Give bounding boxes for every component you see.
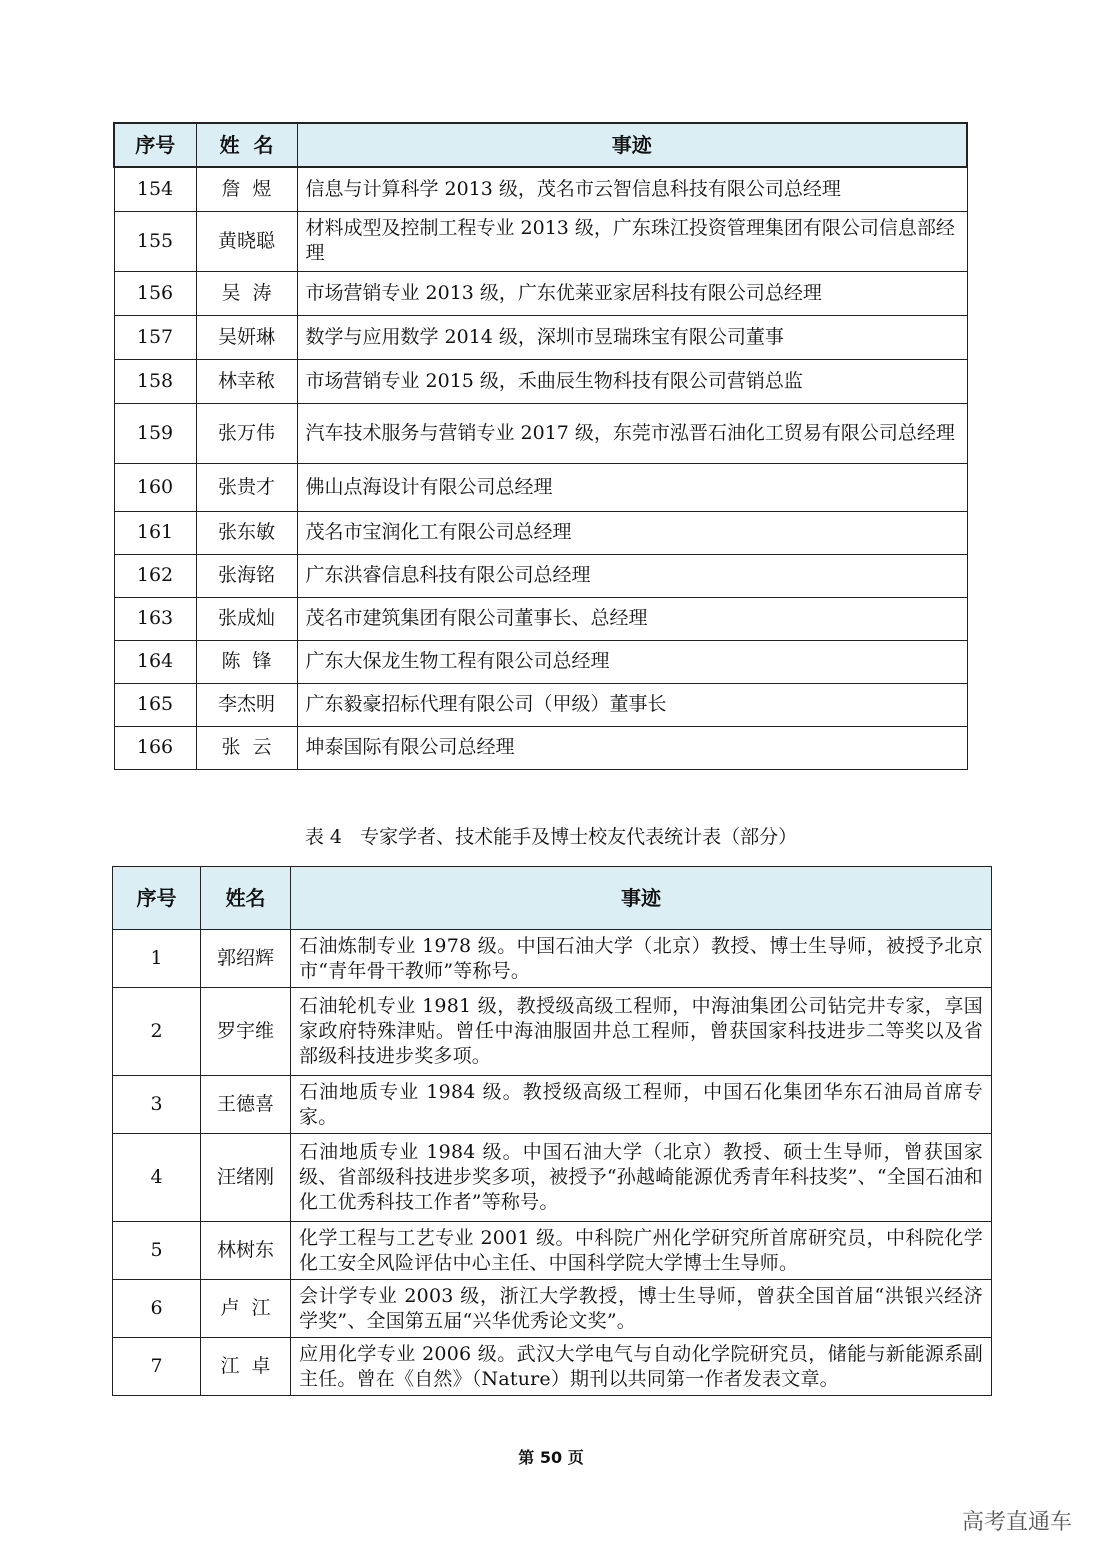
row-number: 160: [114, 463, 196, 511]
row-description: 应用化学专业 2006 级。武汉大学电气与自动化学院研究员，储能与新能源系副主任。曾在《自然》（Nature）期刊以共同第一作者发表文章。: [291, 1338, 992, 1396]
row-description: 石油轮机专业 1981 级，教授级高级工程师，中海油集团公司钻完井专家，享国家政府特殊津贴。曾任中海油服固井总工程师，曾获国家科技进步二等奖以及省部级科技进步奖多项。: [291, 988, 992, 1076]
table-row: [114, 211, 967, 271]
table-row: [114, 683, 967, 726]
header-name: 姓名: [201, 867, 291, 930]
row-number: 159: [114, 403, 196, 463]
row-description: 广东洪睿信息科技有限公司总经理: [297, 554, 967, 597]
row-name: 张成灿: [196, 597, 297, 640]
row-description: 石油地质专业 1984 级。中国石油大学（北京）教授、硕士生导师，曾获国家级、省部级科技进步奖多项，被授予“孙越崎能源优秀青年科技奖”、“全国石油和化工优秀科技工作者”等称号。: [291, 1134, 992, 1222]
row-description: 汽车技术服务与营销专业 2017 级，东莞市泓晋石油化工贸易有限公司总经理: [297, 403, 967, 463]
row-number: 157: [114, 315, 196, 359]
row-name: 罗宇维: [201, 988, 291, 1076]
row-description: 化学工程与工艺专业 2001 级。中科院广州化学研究所首席研究员，中科院化学化工安全风险评估中心主任、中国科学院大学博士生导师。: [291, 1222, 992, 1280]
table-row: [114, 554, 967, 597]
table-row: [113, 1338, 992, 1396]
header-name: 姓 名: [196, 123, 297, 167]
row-number: 161: [114, 511, 196, 554]
row-number: 163: [114, 597, 196, 640]
table-row: [113, 988, 992, 1076]
table-row: [113, 1076, 992, 1134]
row-description: 市场营销专业 2013 级，广东优莱亚家居科技有限公司总经理: [297, 271, 967, 315]
table-row: [114, 271, 967, 315]
table-row: [114, 597, 967, 640]
row-number: 2: [113, 988, 201, 1076]
row-number: 165: [114, 683, 196, 726]
table-row: [113, 1134, 992, 1222]
expert-alumni-table: [112, 866, 992, 1396]
row-description: 佛山点海设计有限公司总经理: [297, 463, 967, 511]
row-name: 吴 涛: [196, 271, 297, 315]
table-row: [114, 315, 967, 359]
row-name: 李杰明: [196, 683, 297, 726]
row-description: 坤泰国际有限公司总经理: [297, 726, 967, 769]
row-description: 石油地质专业 1984 级。教授级高级工程师，中国石化集团华东石油局首席专家。: [291, 1076, 992, 1134]
row-number: 156: [114, 271, 196, 315]
row-name: 张东敏: [196, 511, 297, 554]
row-number: 158: [114, 359, 196, 403]
table-row: [114, 403, 967, 463]
row-number: 154: [114, 167, 196, 211]
table-row: [114, 511, 967, 554]
table-row: [113, 1280, 992, 1338]
row-description: 广东大保龙生物工程有限公司总经理: [297, 640, 967, 683]
header-no: 序号: [113, 867, 201, 930]
table-row: [113, 930, 992, 988]
row-name: 詹 煜: [196, 167, 297, 211]
row-description: 市场营销专业 2015 级，禾曲辰生物科技有限公司营销总监: [297, 359, 967, 403]
row-description: 茂名市建筑集团有限公司董事长、总经理: [297, 597, 967, 640]
row-name: 汪绪刚: [201, 1134, 291, 1222]
watermark-text: 高考直通车: [961, 1510, 1072, 1535]
row-description: 数学与应用数学 2014 级，深圳市昱瑞珠宝有限公司董事: [297, 315, 967, 359]
row-description: 材料成型及控制工程专业 2013 级，广东珠江投资管理集团有限公司信息部经理: [297, 211, 967, 271]
row-name: 江 卓: [201, 1338, 291, 1396]
table-caption: 表 4 专家学者、技术能手及博士校友代表统计表（部分）: [304, 826, 798, 848]
table-header-row: [114, 123, 967, 167]
row-number: 4: [113, 1134, 201, 1222]
row-name: 卢 江: [201, 1280, 291, 1338]
row-number: 155: [114, 211, 196, 271]
row-number: 164: [114, 640, 196, 683]
table-header-row: [113, 867, 992, 930]
alumni-table-continued: [113, 122, 968, 770]
row-description: 茂名市宝润化工有限公司总经理: [297, 511, 967, 554]
page-number: 第 50 页: [518, 1448, 584, 1467]
row-description: 广东毅豪招标代理有限公司（甲级）董事长: [297, 683, 967, 726]
row-name: 张海铭: [196, 554, 297, 597]
row-number: 166: [114, 726, 196, 769]
row-number: 5: [113, 1222, 201, 1280]
table-row: [114, 726, 967, 769]
row-number: 162: [114, 554, 196, 597]
row-name: 郭绍辉: [201, 930, 291, 988]
table-row: [114, 640, 967, 683]
row-number: 6: [113, 1280, 201, 1338]
table-row: [113, 1222, 992, 1280]
row-name: 林幸秾: [196, 359, 297, 403]
header-desc: 事迹: [291, 867, 992, 930]
table-row: [114, 359, 967, 403]
row-number: 7: [113, 1338, 201, 1396]
row-name: 林树东: [201, 1222, 291, 1280]
table-row: [114, 167, 967, 211]
row-number: 3: [113, 1076, 201, 1134]
row-name: 张万伟: [196, 403, 297, 463]
row-name: 张贵才: [196, 463, 297, 511]
table-row: [114, 463, 967, 511]
row-number: 1: [113, 930, 201, 988]
row-description: 信息与计算科学 2013 级，茂名市云智信息科技有限公司总经理: [297, 167, 967, 211]
header-desc: 事迹: [297, 123, 967, 167]
row-description: 会计学专业 2003 级，浙江大学教授，博士生导师，曾获全国首届“洪银兴经济学奖”、全国第五届“兴华优秀论文奖”。: [291, 1280, 992, 1338]
row-name: 吴妍琳: [196, 315, 297, 359]
row-description: 石油炼制专业 1978 级。中国石油大学（北京）教授、博士生导师，被授予北京市“青年骨干教师”等称号。: [291, 930, 992, 988]
row-name: 张 云: [196, 726, 297, 769]
header-no: 序号: [114, 123, 196, 167]
row-name: 黄晓聪: [196, 211, 297, 271]
row-name: 陈 锋: [196, 640, 297, 683]
row-name: 王德喜: [201, 1076, 291, 1134]
